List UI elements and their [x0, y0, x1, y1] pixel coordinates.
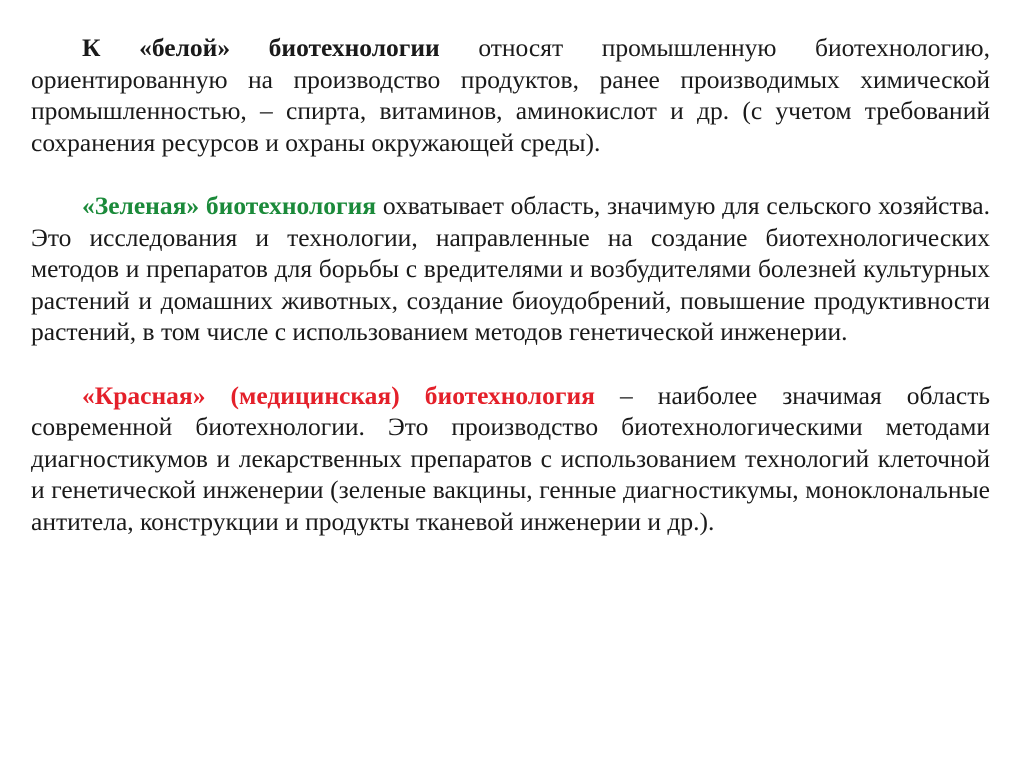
paragraph-green-biotech [31, 190, 990, 348]
paragraph-red-text: – наиболее значимая область современной биотехнологии. Это производство биотехнологическими методами диагностикумов и лекарственных препаратов с использованием технологий клеточной и генетической инженерии (зеленые вакцины, генные диагностикумы, моноклональные антитела, конструкции и продукты тканевой инженерии и др.). [31, 380, 990, 536]
paragraph-white-text: относят промышленную биотехнологию, ориентированную на производство продуктов, ранее производимых химической промышленностью, – спирта, витаминов, аминокислот и др. (с учетом требований сохранения ресурсов и охраны окружающей среды). [31, 33, 990, 157]
term-white-biotech: К «белой» биотехнологии [82, 33, 440, 62]
slide-content [31, 32, 990, 569]
paragraph-white-biotech [31, 32, 990, 158]
term-red-biotech: «Красная» (медицинская) биотехнология [82, 380, 595, 410]
paragraph-green-text: охватывает область, значимую для сельского хозяйства. Это исследования и технологии, направленные на создание биотехнологических методов и препаратов для борьбы с вредителями и возбудителями болезней культурных растений и домашних животных, создание биоудобрений, повышение продуктивности растений, в том числе с использованием методов генетической инженерии. [31, 190, 990, 347]
term-green-biotech: «Зеленая» биотехнология [82, 190, 377, 220]
paragraph-red-biotech [31, 380, 990, 538]
